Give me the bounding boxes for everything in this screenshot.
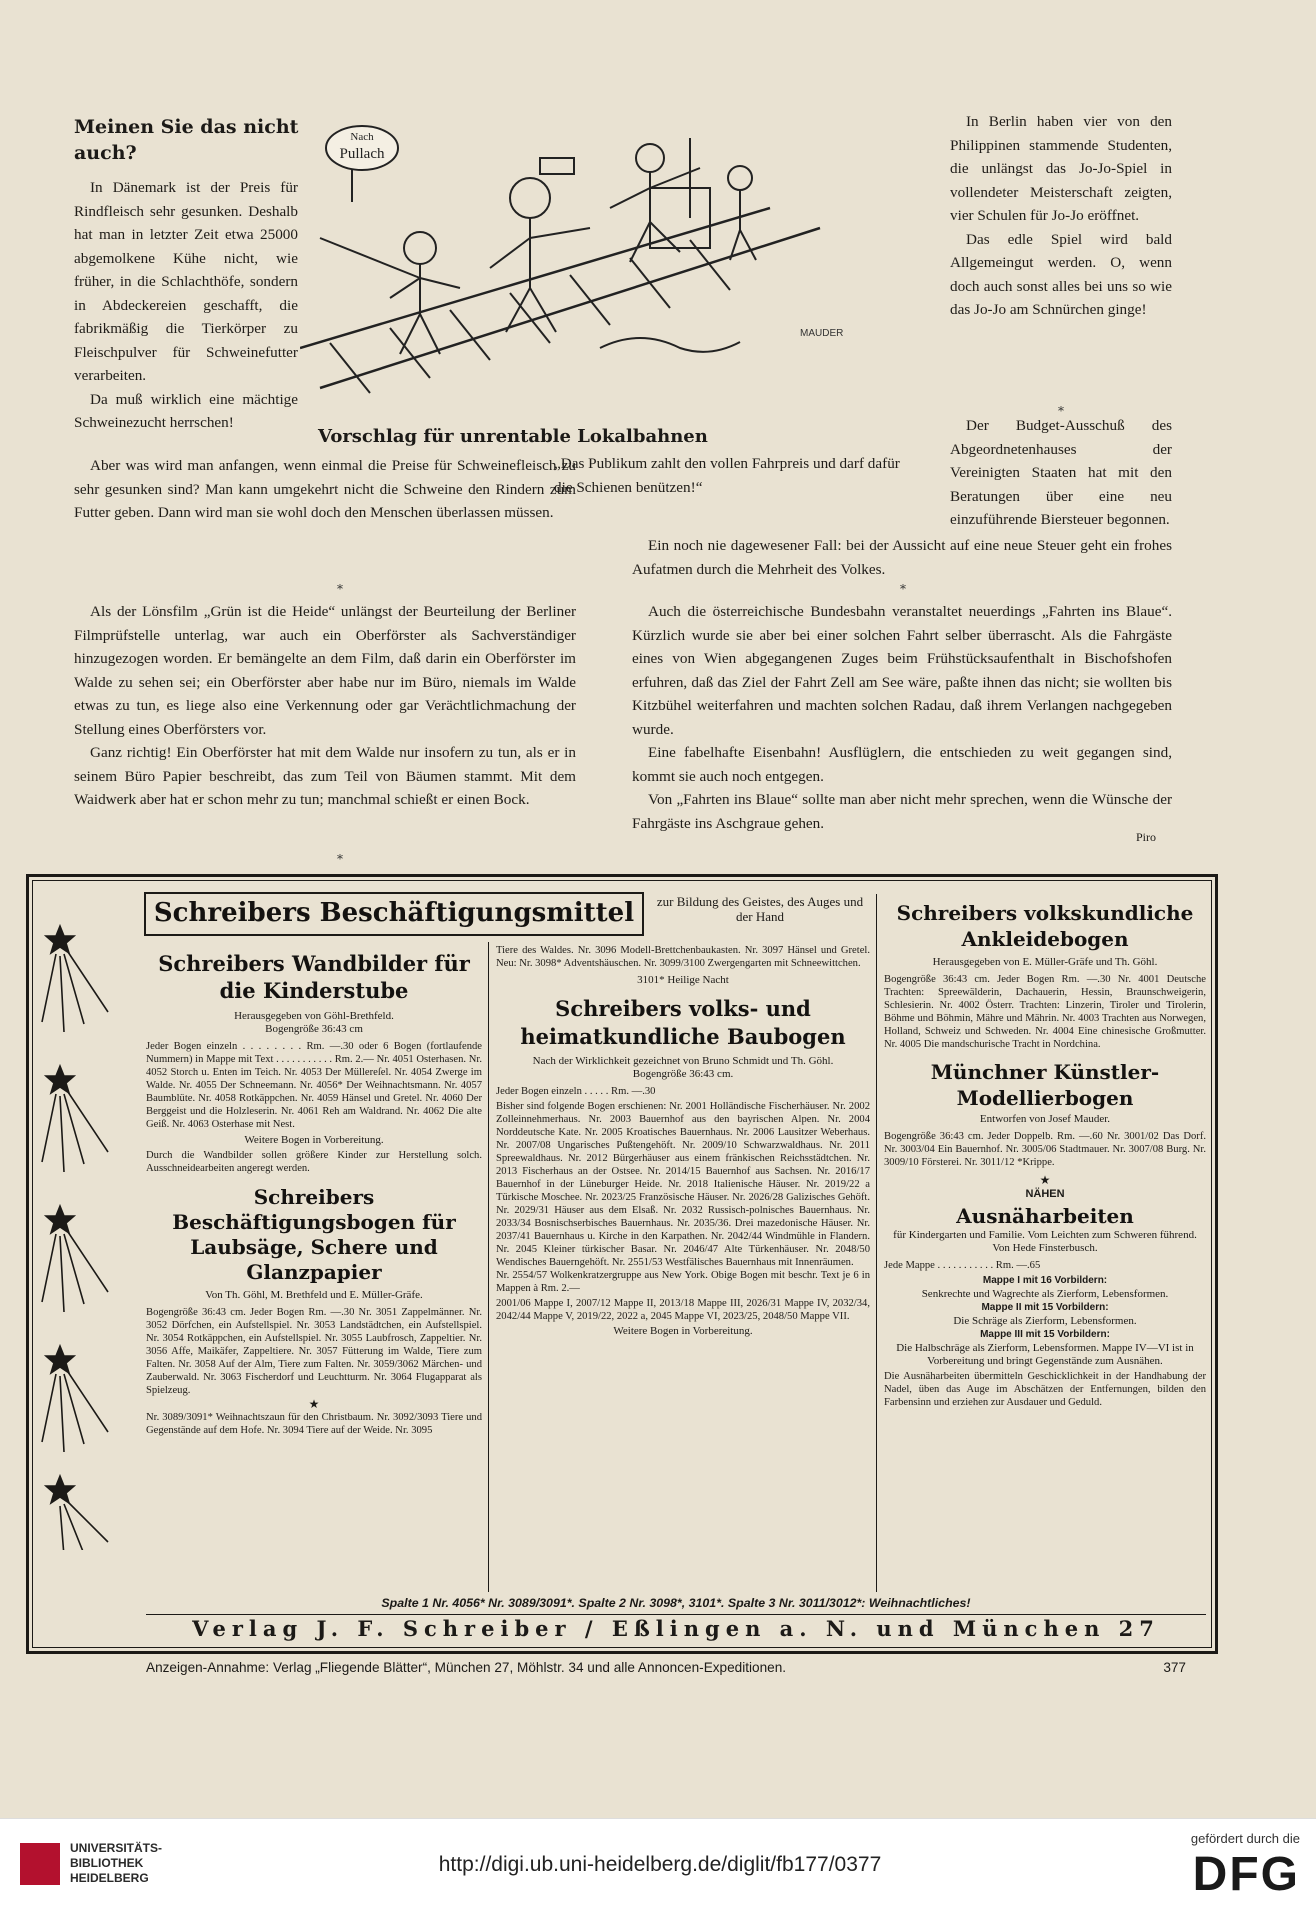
ad-subheading: für Kindergarten und Familie. Vom Leichten zum Schweren führend. Von Hede Finsterbusch. xyxy=(893,1229,1197,1254)
ad-more: Weitere Bogen in Vorbereitung. xyxy=(244,1134,384,1146)
ad-heading: Ausnäharbeiten xyxy=(956,1204,1134,1228)
cartoon-illustration xyxy=(300,118,860,428)
sign-text: Nach xyxy=(350,131,374,143)
paragraph: Aber was wird man anfangen, wenn einmal die Preise für Schweinefleisch zu sehr gesunken sind? Man kann umgekehrt nicht die Schweine den Rindern zum Futter geben. Dann wird man sie wohl doch den Menschen überlassen müssen. xyxy=(74,457,576,521)
annoncen-line: Anzeigen-Annahme: Verlag „Fliegende Blätter“, München 27, Möhlstr. 34 und alle Annoncen-Expeditionen. xyxy=(146,1660,787,1675)
ad-subheading: Nach der Wirklichkeit gezeichnet von Bruno Schmidt und Th. Göhl. xyxy=(532,1055,834,1067)
ad-price: Jeder Bogen einzeln . . . . . Rm. —.30 xyxy=(496,1086,656,1097)
paragraph: Das edle Spiel wird bald Allgemeingut werden. O, wenn doch auch sonst alles bei uns so wie das Jo-Jo am Schnürchen ginge! xyxy=(950,230,1172,318)
logo-line: HEIDELBERG xyxy=(70,1871,149,1885)
page-number: 377 xyxy=(1163,1660,1186,1675)
ad-column-2 xyxy=(496,944,870,1338)
ad-column-1 xyxy=(146,950,482,1437)
ad-body: Jeder Bogen einzeln . . . . . . . . Rm. —.30 oder 6 Bogen (fortlaufende Nummern) in Mappe mit Text . . . . . . . . . . . Rm. 2.— Nr. 4051 Osterhasen. Nr. 4052 Storch u. Enten im Teich. Nr. 4053 Der Müllereſel. Nr. 4054 Zwerge im Walde. Nr. 4055 Der Schneemann. Nr. 4056* Der Weihnachtsmann. Nr. 4057 Baumblüte. Nr. 4058 Rotkäppchen. Nr. 4059 Hänsel und Gretel. Nr. 4060 Der Berggeist und die Holzleserin. Nr. 4061 Reh am Waldrand. Nr. 4062 Die alte Geiß. Nr. 4063 Osterhase mit Nest. xyxy=(146,1041,482,1130)
cartoon-caption-title: Vorschlag für unrentable Lokalbahnen xyxy=(318,426,708,447)
paragraph: In Berlin haben vier von den Philippinen stammende Studenten, die unlängst das Jo-Jo-Spiel in vollendeter Meisterschaft zeigten, vier Schulen für Jo-Jo eröffnet. xyxy=(950,113,1172,224)
separator-star: * xyxy=(900,582,906,596)
ad-title-side: zur Bildung des Geistes, des Auges und der Hand xyxy=(656,894,864,924)
separator-star: * xyxy=(337,582,343,596)
paragraph: Eine fabelhafte Eisenbahn! Ausflüglern, die entschieden zu weit gegangen sind, kommt sie auch noch entgegen. xyxy=(632,744,1172,785)
article-right-text-2 xyxy=(950,414,1172,532)
ad-body: 2001/06 Mappe I, 2007/12 Mappe II, 2013/18 Mappe III, 2026/31 Mappe IV, 2032/34, 2042/44 Mappe V, 2019/22, 2022 a, 2045 Mappe VI, 2023/25, 2048/50 Mappe VII. xyxy=(496,1298,870,1322)
ad-mappe-title: Mappe III mit 15 Vorbildern: xyxy=(980,1329,1110,1340)
ad-body: Bogengröße 36:43 cm. Jeder Doppelb. Rm. —.60 Nr. 3001/02 Das Dorf. Nr. 3003/04 Ein Bauernhof. Nr. 3005/06 Stadtmauer. Nr. 3007/08 Burg. Nr. 3009/10 Försterei. Nr. 3011/12 *Krippe. xyxy=(884,1131,1206,1168)
ad-heading: Schreibers Wandbilder für die Kinderstube xyxy=(158,951,470,1003)
ad-body: Tiere des Waldes. Nr. 3096 Modell-Brettchenbaukasten. Nr. 3097 Hänsel und Gretel. Neu: Nr. 3098* Adventshäuschen. Nr. 3099/3100 Zwergengarten mit Schneewittchen. xyxy=(496,945,870,969)
article-right-text xyxy=(950,110,1172,322)
ad-mappe-title: Mappe II mit 15 Vorbildern: xyxy=(981,1302,1109,1313)
paragraph: Auch die österreichische Bundesbahn veranstaltet neuerdings „Fahrten ins Blaue“. Kürzlich wurde sie aber bei einer solchen Fahrt selber überrascht. Als die Fahrgäste eines von Wien abgegangenen Zuges beim Frühstücksaufenthalt in Bischofshofen erfuhren, daß das Ziel der Fahrt Zell am See wäre, paßte ihnen das nicht; sie wollten bis Kitzbühel weiterfahren und machten solchen Radau, daß ihrem Verlangen nachgegeben wurde. xyxy=(632,603,1172,738)
article-loens xyxy=(74,600,576,812)
ad-mappe-text: Die Halbschräge als Zierform, Lebensformen. Mappe IV—VI ist in Vorbereitung und bringt Gegenstände zum Ausnähen. xyxy=(896,1342,1194,1367)
ad-mappe-title: Mappe I mit 16 Vorbildern: xyxy=(982,1275,1108,1286)
dfg-logo: DFG xyxy=(1192,1848,1300,1901)
ad-rule xyxy=(146,1614,1206,1615)
logo-line: BIBLIOTHEK xyxy=(70,1856,144,1870)
paragraph: In Dänemark ist der Preis für Rindfleisch sehr gesunken. Deshalb hat man in letzter Zeit etwa 25000 abgemolkene Kühe nicht, wie früher, in die Schlachthöfe, sondern in Abdeckereien geschafft, die fabrikmäßig die Tierkörper zu Fleischpulver für Schweinefutter verarbeiten. xyxy=(74,179,298,384)
ad-size: Bogengröße 36:43 cm xyxy=(265,1023,363,1035)
author-signature: Piro xyxy=(1136,830,1157,844)
star-glyph: ★ xyxy=(308,1397,320,1411)
star-decoration-column xyxy=(40,910,136,1550)
ad-heading: Schreibers Beschäftigungsbogen für Laubsäge, Schere und Glanzpapier xyxy=(172,1185,456,1284)
paragraph: Ganz richtig! Ein Oberförster hat mit dem Walde nur insofern zu tun, als er in seinem Büro Papier beschreibt, das zum Teil von Bäumen stammt. Mit dem Waidwerk aber hat er schon mehr zu tun; manchmal schießt er einen Bock. xyxy=(74,744,576,808)
star-glyph: ★ xyxy=(1039,1173,1051,1187)
library-logo-text xyxy=(70,1841,162,1886)
university-logo-icon xyxy=(20,1843,60,1885)
ad-heading: Münchner Künstler-Modellierbogen xyxy=(930,1060,1160,1110)
ad-spalte-line: Spalte 1 Nr. 4056* Nr. 3089/3091*. Spalte 2 Nr. 3098*, 3101*. Spalte 3 Nr. 3011/3012*: Weihnachtliches! xyxy=(381,1596,971,1610)
column-divider xyxy=(488,942,489,1592)
ad-note: Durch die Wandbilder sollen größere Kinder zur Herstellung solch. Ausschneidearbeiten angeregt werden. xyxy=(146,1150,482,1174)
ad-mappe-text: Senkrechte und Wagrechte als Zierform, Lebensformen. xyxy=(921,1288,1169,1300)
ad-column-3 xyxy=(884,900,1206,1409)
paragraph: Der Budget-Ausschuß des Abgeordnetenhauses der Vereinigten Staaten hat mit den Beratungen über eine neu einzuführende Biersteuer begonnen. xyxy=(950,417,1172,528)
ad-body: Die Ausnäharbeiten übermitteln Geschicklichkeit in der Handhabung der Nadel, üben das Auge im Abschätzen der Entfernungen, bilden den Farbensinn und erziehen zur Ausdauer und Geduld. xyxy=(884,1371,1206,1408)
ad-heading: Schreibers volks- und heimatkundliche Baubogen xyxy=(520,996,846,1049)
ad-subheading: Herausgegeben von E. Müller-Gräfe und Th. Göhl. xyxy=(932,956,1158,968)
cartoon-caption-quote: „Das Publikum zahlt den vollen Fahrpreis und darf dafür die Schienen benützen!“ xyxy=(554,455,900,496)
ad-subheading: Herausgegeben von Göhl-Brethfeld. xyxy=(234,1010,394,1022)
paragraph: Als der Lönsfilm „Grün ist die Heide“ unlängst der Beurteilung der Berliner Filmprüfstelle unterlag, war auch ein Oberförster als Sachverständiger hinzugezogen worden. Er bemängelte an dem Film, daß darin ein Oberförster im Walde zu sehen sei; ein Oberförster aber habe nur im Büro, niemals im Walde etwas zu tun, es liege also eine Verkennung oder gar Verächtlichmachung der Stellung eines Oberförsters vor. xyxy=(74,603,576,738)
article-left-continued xyxy=(74,454,576,525)
separator-star: * xyxy=(1058,404,1064,418)
ad-body: Nr. 3089/3091* Weihnachtszaun für den Christbaum. Nr. 3092/3093 Tiere und Gegenstände auf dem Hofe. Nr. 3094 Tiere auf der Weide. Nr. 3095 xyxy=(146,1412,482,1436)
ad-heading: Schreibers volkskundliche Ankleidebogen xyxy=(896,901,1194,951)
ad-price: Jede Mappe . . . . . . . . . . . Rm. —.65 xyxy=(884,1260,1041,1271)
ad-body: Nr. 2554/57 Wolkenkratzergruppe aus New York. Obige Bogen mit beschr. Text je 6 in Mappen à Rm. 2.— xyxy=(496,1270,870,1294)
ad-item: 3101* Heilige Nacht xyxy=(637,974,729,986)
funded-by-label: gefördert durch die xyxy=(1190,1831,1300,1846)
ad-subheading: Entworfen von Josef Mauder. xyxy=(979,1113,1111,1125)
ad-subheading: Von Th. Göhl, M. Brethfeld und E. Müller-Gräfe. xyxy=(205,1289,423,1301)
ad-section-label: NÄHEN xyxy=(1025,1188,1065,1200)
article-right-continued xyxy=(632,534,1172,581)
article-bahn xyxy=(632,600,1172,835)
digital-copy-url[interactable]: http://digi.ub.uni-heidelberg.de/diglit/fb177/0377 xyxy=(438,1853,882,1876)
separator-star: * xyxy=(337,852,343,866)
ad-more: Weitere Bogen in Vorbereitung. xyxy=(613,1325,753,1337)
ad-size: Bogengröße 36:43 cm. xyxy=(632,1068,734,1080)
ad-publisher: Verlag J. F. Schreiber / Eßlingen a. N. und München 27 xyxy=(192,1616,1160,1641)
library-footer-bar xyxy=(0,1818,1316,1911)
ad-body: Bogengröße 36:43 cm. Jeder Bogen Rm. —.30 Nr. 3051 Zappelmänner. Nr. 3052 Dörfchen, ein Aufstellspiel. Nr. 3053 Landstädtchen, ein Aufstellspiel. Nr. 3054 Rotkäppchen, ein Aufstellspiel. Nr. 3055 Laubfrosch, Zappeltier. Nr. 3056 Affe, Maikäfer, Zappeltiere. Nr. 3057 Fütterung im Walde, Tiere zum Falten. Nr. 3058 Auf der Alm, Tiere zum Falten. Nr. 3059/3062 Märchen- und Zauberwald. Nr. 3063 Fischerdorf und Leuchtturm. Nr. 3064 Flugapparat als Spielzeug. xyxy=(146,1307,482,1396)
cartoon-signature: MAUDER xyxy=(800,328,844,339)
paragraph: Ein noch nie dagewesener Fall: bei der Aussicht auf eine neue Steuer geht ein frohes Aufatmen durch die Mehrheit des Volkes. xyxy=(632,537,1172,578)
ad-body: Bisher sind folgende Bogen erschienen: Nr. 2001 Holländische Fischerhäuser. Nr. 2002 Zolleinnehmerhaus. Nr. 2003 Bauernhof aus den bayrischen Alpen. Nr. 2004 Norddeutsche Kate. Nr. 2005 Kroatisches Bauernhaus. Nr. 2006 Lausitzer Weberhaus. Nr. 2007/08 Ungarisches Pußtengehöft. Nr. 2009/10 Schwarzwaldhaus. Nr. 2011 Spreewaldhaus. Nr. 2012 Bürgerhäuser aus einem fränkischen Reichsstädtchen. Nr. 2013 Fischerhaus an der Ostsee. Nr. 2014/15 Bauernhof aus Sachsen. Nr. 2016/17 Bauernhof in der Lüneburger Heide. Nr. 2018 Italienische Häuser. Nr. 2019/22 a Türkische Moschee. Nr. 2023/25 Französische Häuser. Nr. 2026/28 Galizisches Gehöft. Nr. 2029/31 Häuser aus dem Elsaß. Nr. 2032 Russisch-polnisches Bauernhaus. Nr. 2033/34 Bosnischserbisches Bauernhaus. Nr. 2035/36. Drei mazedonische Häuser. Nr. 2037/41 Bauernhaus u. Kirche in den Karpathen. Nr. 2042/44 Windmühle in Flandern. Nr. 2045 Kleiner türkischer Basar. Nr. 2046/47 Alte Türkenhäuser. Nr. 2048/50 Wendisches Bauerngehöft. Nr. 2551/53 Westfälisches Bauernhaus mit Innenräumen. xyxy=(496,1101,870,1268)
article-heading: Meinen Sie das nicht auch? xyxy=(74,116,299,164)
column-divider xyxy=(876,894,877,1592)
article-left-text xyxy=(74,176,298,435)
paragraph: Da muß wirklich eine mächtige Schweinezucht herrschen! xyxy=(74,390,298,431)
logo-line: UNIVERSITÄTS- xyxy=(70,1841,163,1855)
ad-mappe-text: Die Schräge als Zierform, Lebensformen. xyxy=(953,1315,1137,1327)
ad-body: Bogengröße 36:43 cm. Jeder Bogen Rm. —.30 Nr. 4001 Deutsche Trachten: Spreewälderin, Dachauerin, Hessin, Braunschweigerin, Schlesierin. Nr. 4002 Österr. Trachten: Linzerin, Tiroler und Tirolerin, Böhme und Böhmin, Mähre und Mährin. Nr. 4003 Trachten aus Norwegen, Holland, Schweiz und Schweden. Nr. 4004 Eine chinesische Großmutter. Nr. 4005 Die mandschurische Tracht in Nordchina. xyxy=(884,974,1206,1050)
sign-text: Pullach xyxy=(339,146,385,162)
ad-title: Schreibers Beschäftigungsmittel xyxy=(153,898,635,928)
paragraph: Von „Fahrten ins Blaue“ sollte man aber nicht mehr sprechen, wenn die Wünsche der Fahrgäste ins Aschgraue gehen. xyxy=(632,791,1172,832)
